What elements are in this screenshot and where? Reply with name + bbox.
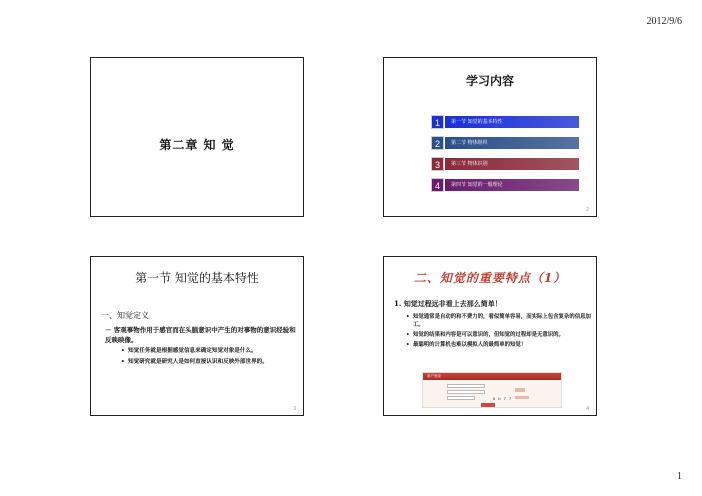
slide-title: 学习内容	[465, 74, 514, 88]
bullet-item	[121, 347, 301, 356]
slide-2-thumbnail[interactable]	[383, 57, 597, 217]
slide-number: 2	[586, 207, 589, 213]
bullet-item	[406, 313, 592, 329]
contents-item-number: 4	[431, 178, 444, 192]
contents-item	[431, 136, 579, 150]
bullet-list	[406, 313, 592, 351]
slide-4-thumbnail[interactable]	[383, 256, 597, 416]
point-heading: 1. 知觉过程远非看上去那么简单！	[394, 299, 502, 308]
bullet-dot-icon: •	[121, 348, 125, 354]
section-title: 第一节 知觉的基本特性	[135, 271, 259, 285]
login-header-bar: 用户登录	[423, 373, 561, 380]
contents-item	[431, 178, 579, 192]
slide-number: 4	[586, 406, 589, 412]
contents-item-number: 1	[431, 115, 444, 129]
slide-number: 3	[293, 406, 296, 412]
section-heading: 一、知觉定义	[101, 311, 149, 320]
bullet-text: 知觉研究就是研究人是如何直接认识和反映外部世界的。	[128, 359, 268, 365]
bullet-item	[121, 358, 301, 367]
bullet-text: 知觉任务就是根据感觉信息来确定知觉对象是什么。	[128, 348, 257, 354]
contents-item-number: 3	[431, 157, 444, 171]
login-field	[447, 390, 485, 394]
login-side-block	[515, 396, 529, 399]
slide-1-thumbnail[interactable]	[90, 57, 304, 217]
definition-text: － 客观事物作用于感官而在头脑意识中产生的对事物的意识经验和反映映像。	[105, 326, 296, 344]
page-number: 1	[677, 471, 682, 482]
chapter-title: 第二章 知 觉	[159, 138, 235, 152]
bullet-item	[406, 341, 592, 349]
bullet-dot-icon: •	[406, 332, 410, 338]
bullet-dot-icon: •	[406, 342, 410, 348]
bullet-text: 知觉的结果和内容是可以意识的，但知觉的过程却是无意识的。	[413, 332, 564, 338]
section-title: 二、知觉的重要特点（1）	[413, 271, 567, 285]
slide-3-thumbnail[interactable]	[90, 256, 304, 416]
login-side-block	[515, 388, 525, 392]
contents-item-label: 第四节 知觉的一般理论	[445, 179, 579, 191]
captcha-text: 6 b 7 7	[493, 396, 513, 401]
contents-item-number: 2	[431, 136, 444, 150]
bullet-item	[406, 331, 592, 339]
login-field	[447, 384, 485, 388]
bullet-dot-icon: •	[406, 314, 410, 320]
contents-item	[431, 115, 579, 129]
login-field	[447, 396, 475, 400]
contents-item	[431, 157, 579, 171]
contents-list	[431, 115, 579, 199]
contents-item-label: 第三节 物体识别	[445, 158, 579, 170]
bullet-text: 知觉通常是自动的和不费力的，看似简单容易，而实际上包含复杂的信息加工。	[413, 314, 591, 328]
bullet-list	[121, 347, 301, 369]
print-date: 2012/9/6	[646, 16, 682, 27]
contents-item-label: 第一节 知觉的基本特性	[445, 116, 579, 128]
bullet-text: 最聪明的计算机也难以模拟人的最简单的知觉！	[413, 342, 527, 348]
contents-item-label: 第二节 物体组织	[445, 137, 579, 149]
login-button-image	[481, 403, 495, 407]
bullet-dot-icon: •	[121, 359, 125, 365]
login-screenshot-image	[422, 372, 562, 408]
